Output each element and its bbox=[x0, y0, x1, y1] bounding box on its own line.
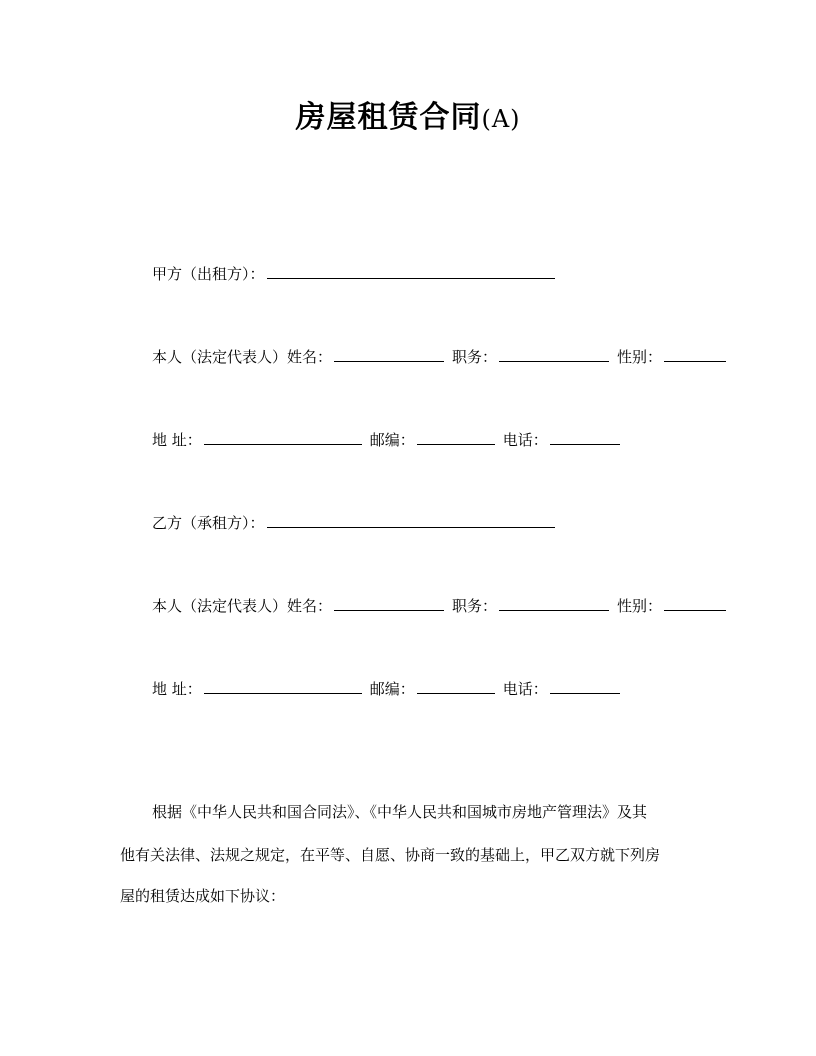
party-a-rep-name-blank[interactable] bbox=[334, 345, 444, 362]
party-b-address-label: 地 址： bbox=[152, 680, 202, 698]
party-b-label: 乙方（承租方）： bbox=[152, 514, 265, 532]
party-a-position-blank[interactable] bbox=[499, 345, 609, 362]
party-a-label: 甲方（出租方）： bbox=[152, 265, 265, 283]
party-b-position-label: 职务： bbox=[452, 597, 498, 615]
party-b-postcode-blank[interactable] bbox=[417, 677, 495, 694]
party-a-postcode-label: 邮编： bbox=[369, 431, 415, 449]
party-a-address-label: 地 址： bbox=[152, 431, 202, 449]
page-title bbox=[0, 98, 816, 139]
party-a-address-blank[interactable] bbox=[204, 428, 362, 445]
party-a-rep-line bbox=[152, 345, 726, 367]
preamble-line-1: 根据《中华人民共和国合同法》、《中华人民共和国城市房地产管理法》及其 bbox=[152, 803, 648, 821]
party-a-line bbox=[152, 262, 555, 284]
party-a-gender-label: 性别： bbox=[617, 348, 663, 366]
party-a-phone-blank[interactable] bbox=[550, 428, 620, 445]
party-a-postcode-blank[interactable] bbox=[417, 428, 495, 445]
party-a-phone-label: 电话： bbox=[502, 431, 548, 449]
party-a-rep-name-label: 本人（法定代表人）姓名： bbox=[152, 348, 333, 366]
preamble-line-3: 屋的租赁达成如下协议： bbox=[120, 887, 286, 905]
preamble-line-2: 他有关法律、法规之规定，在平等、自愿、协商一致的基础上，甲乙双方就下列房 bbox=[120, 846, 661, 864]
title-suffix: (A) bbox=[481, 105, 521, 133]
party-b-phone-label: 电话： bbox=[502, 680, 548, 698]
party-b-address-blank[interactable] bbox=[204, 677, 362, 694]
party-a-address-line bbox=[152, 428, 620, 450]
title-text: 房屋租赁合同 bbox=[295, 100, 482, 135]
party-b-position-blank[interactable] bbox=[499, 594, 609, 611]
party-b-blank[interactable] bbox=[267, 511, 555, 528]
party-b-rep-line bbox=[152, 594, 726, 616]
party-b-rep-name-blank[interactable] bbox=[334, 594, 444, 611]
party-a-blank[interactable] bbox=[267, 262, 555, 279]
party-a-position-label: 职务： bbox=[452, 348, 498, 366]
party-b-gender-label: 性别： bbox=[617, 597, 663, 615]
party-b-gender-blank[interactable] bbox=[664, 594, 726, 611]
party-b-line bbox=[152, 511, 555, 533]
party-b-address-line bbox=[152, 677, 620, 699]
party-a-gender-blank[interactable] bbox=[664, 345, 726, 362]
party-b-rep-name-label: 本人（法定代表人）姓名： bbox=[152, 597, 333, 615]
party-b-phone-blank[interactable] bbox=[550, 677, 620, 694]
party-b-postcode-label: 邮编： bbox=[369, 680, 415, 698]
